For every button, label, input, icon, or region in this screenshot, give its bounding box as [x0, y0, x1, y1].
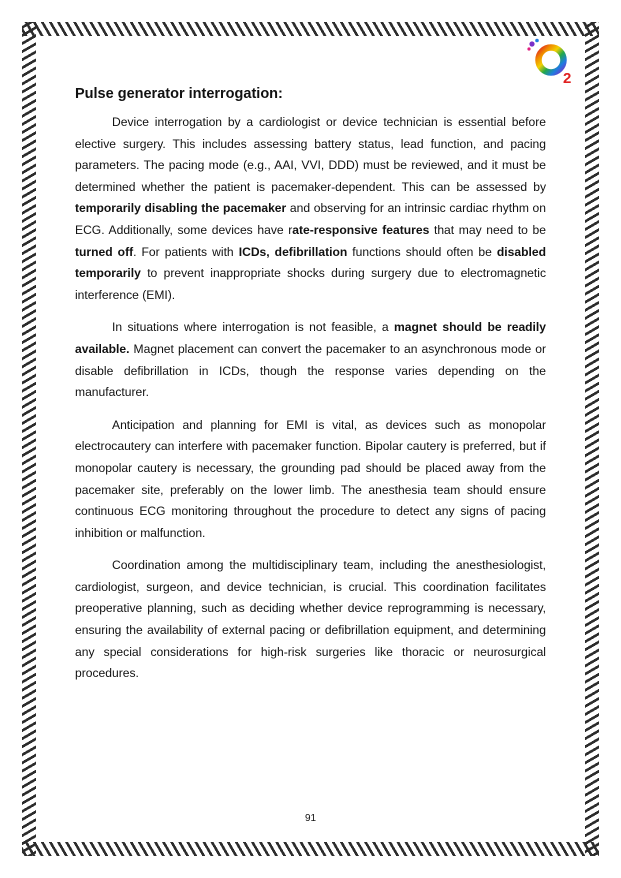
text-run: Device interrogation by a cardiologist or device technician is essential before elective surgery. This includes assessing battery status, lead function, and pacing parameters. The pacing mode (e.g., AAI, VVI, DDD) must be reviewed, and it must be determined whether the patient is pacemaker-dependent. This can be assessed by	[75, 115, 546, 194]
decorative-border-left	[22, 22, 36, 856]
bold-text-run: ate-responsive features	[292, 222, 430, 237]
paragraph-magnet	[75, 317, 546, 403]
logo-subscript: 2	[563, 70, 572, 87]
text-run: to prevent inappropriate shocks during surgery due to electromagnetic interference (EMI).	[75, 266, 546, 302]
page-number: 91	[304, 813, 317, 824]
paragraph-coordination	[75, 555, 546, 685]
logo-dot	[527, 47, 530, 50]
text-run: that may need to be	[429, 222, 547, 237]
bold-text-run: magnet should be readily available.	[75, 320, 546, 356]
bold-text-run: disabled temporarily	[75, 244, 546, 281]
bold-text-run: temporarily disabling the pacemaker	[75, 201, 287, 216]
decorative-border-bottom	[22, 842, 599, 856]
logo-ring	[539, 48, 564, 73]
text-run: and observing for an intrinsic cardiac rhythm on ECG. Additionally, some devices have r	[75, 201, 547, 237]
logo-dot	[535, 39, 539, 43]
text-run: Magnet placement can convert the pacemaker to an asynchronous mode or disable defibrillation in ICDs, though the response varies depending on the manufacturer.	[75, 341, 546, 400]
bold-text-run: turned off	[75, 244, 134, 259]
text-run: Coordination among the multidisciplinary team, including the anesthesiologist, cardiologist, surgeon, and device technician, is crucial. This coordination facilitates preoperative planning, such as deciding whether device reprogramming is necessary, ensuring the availability of external pacing or defibrillation equipment, and determining any special considerations for high-risk surgeries like thoracic or neurosurgical procedures.	[75, 558, 546, 681]
decorative-border-top	[22, 22, 599, 36]
text-run: Anticipation and planning for EMI is vital, as devices such as monopolar electrocautery can interfere with pacemaker function. Bipolar cautery is preferred, but if monopolar cautery is necessary, the grounding pad should be placed away from the pacemaker site, preferably on the lower limb. The anesthesia team should ensure continuous ECG monitoring throughout the procedure to detect any signs of pacing inhibition or malfunction.	[75, 417, 546, 540]
bold-text-run: ICDs, defibrillation	[238, 244, 348, 259]
section-heading: Pulse generator interrogation:	[75, 86, 283, 102]
o2-logo-icon	[523, 37, 579, 87]
text-run: In situations where interrogation is not feasible, a	[112, 320, 394, 335]
paragraph-emi	[75, 415, 546, 545]
logo-dot	[529, 41, 534, 46]
text-run: . For patients with	[133, 244, 239, 259]
paragraph-interrogation	[75, 112, 546, 306]
article-body	[75, 84, 546, 696]
decorative-border-right	[585, 22, 599, 856]
text-run: functions should often be	[347, 244, 497, 259]
